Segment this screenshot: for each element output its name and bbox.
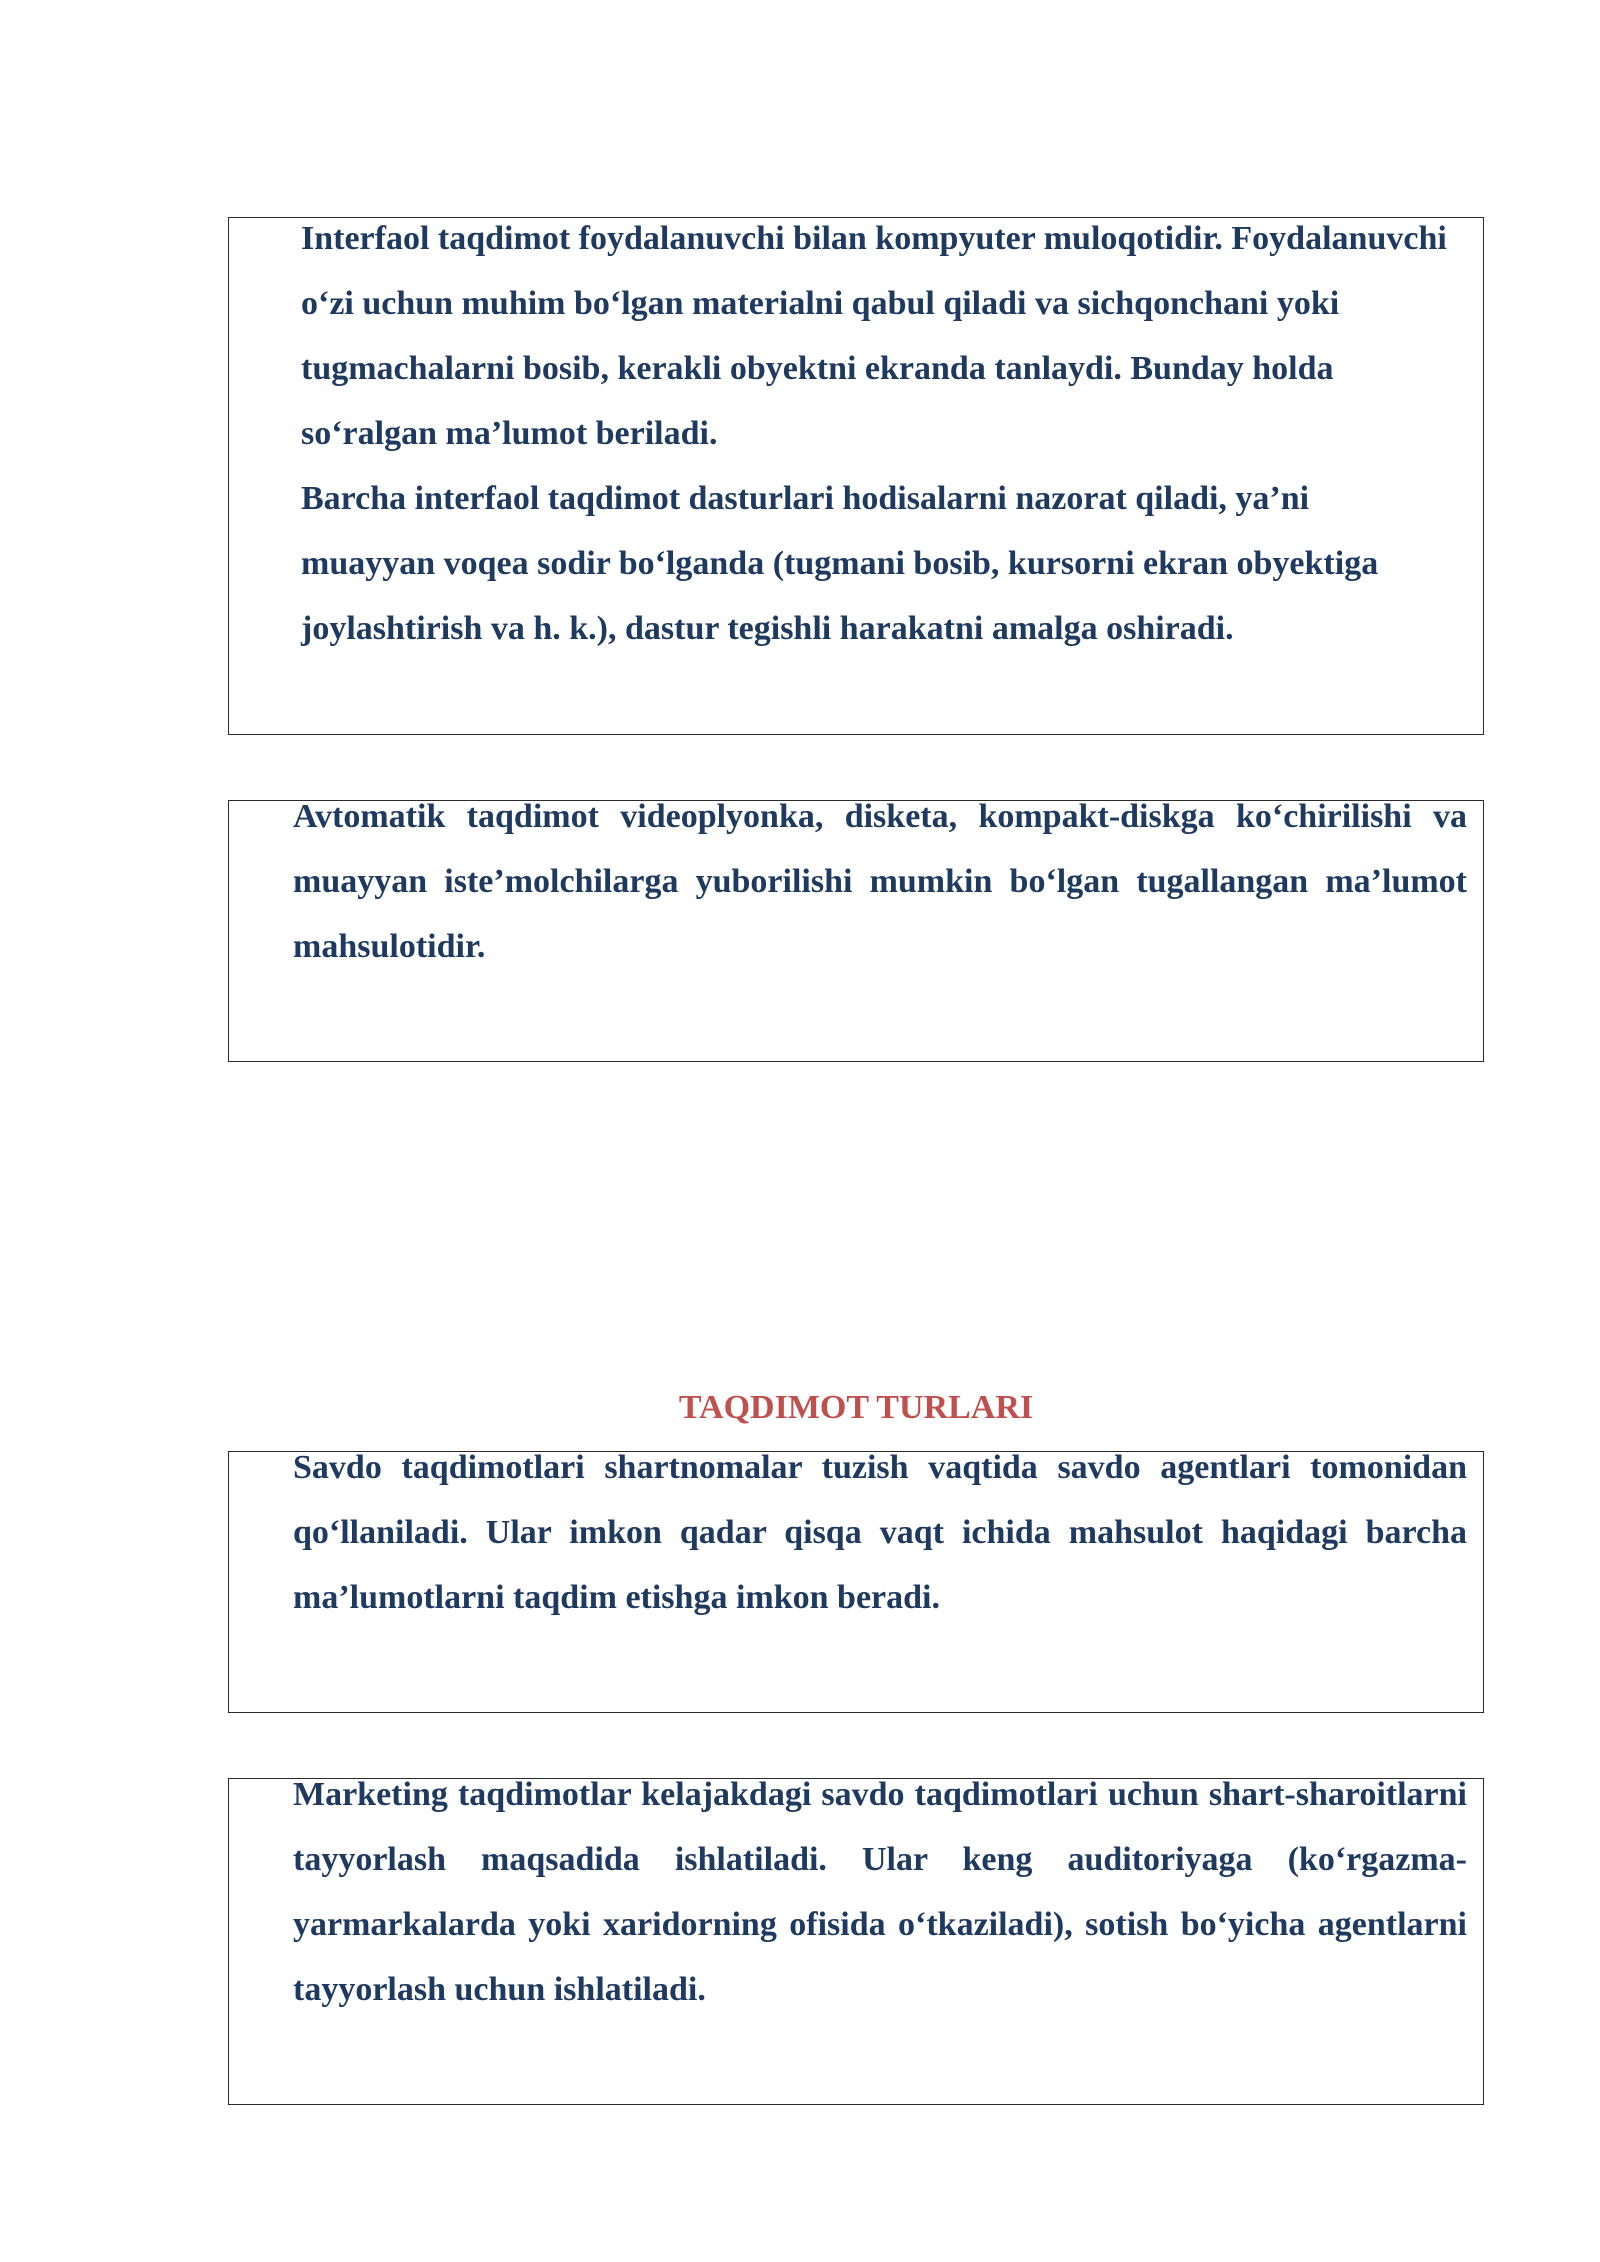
marketing-presentation-box (228, 1778, 1484, 2105)
interactive-presentation-text (301, 206, 1451, 661)
interactive-presentation-box (228, 217, 1484, 735)
automatic-presentation-text: Avtomatik taqdimot videoplyonka, disketa, kompakt-diskga ko‘chirilishi va muayyan iste’molchilarga yuborilishi mumkin bo‘lgan tugallangan ma’lumot mahsulotidir. (293, 798, 1467, 965)
sales-presentation-box (228, 1451, 1484, 1713)
section-heading: TAQDIMOT TURLARI (678, 1389, 1034, 1426)
interactive-presentation-paragraph-1: Interfaol taqdimot foydalanuvchi bilan kompyuter muloqotidir. Foydalanuvchi o‘zi uchun muhim bo‘lgan materialni qabul qiladi va sichqonchani yoki tugmachalarni bosib, kerakli obyektni ekranda tanlaydi. Bunday holda so‘ralgan ma’lumot beriladi. (301, 220, 1447, 452)
marketing-presentation-text: Marketing taqdimotlar kelajakdagi savdo taqdimotlari uchun shart-sharoitlarni tayyorlash maqsadida ishlatiladi. Ular keng auditoriyaga (ko‘rgazma-yarmarkalarda yoki xaridorning ofisida o‘tkaziladi), sotish bo‘yicha agentlarni tayyorlash uchun ishlatiladi. (293, 1776, 1467, 2008)
sales-presentation-text: Savdo taqdimotlari shartnomalar tuzish vaqtida savdo agentlari tomonidan qo‘llaniladi. Ular imkon qadar qisqa vaqt ichida mahsulot haqidagi barcha ma’lumotlarni taqdim etishga imkon beradi. (293, 1449, 1467, 1616)
automatic-presentation-box (228, 800, 1484, 1062)
interactive-presentation-paragraph-2: Barcha interfaol taqdimot dasturlari hodisalarni nazorat qiladi, ya’ni muayyan voqea sodir bo‘lganda (tugmani bosib, kursorni ekran obyektiga joylashtirish va h. k.), dastur tegishli harakatni amalga oshiradi. (301, 480, 1379, 647)
